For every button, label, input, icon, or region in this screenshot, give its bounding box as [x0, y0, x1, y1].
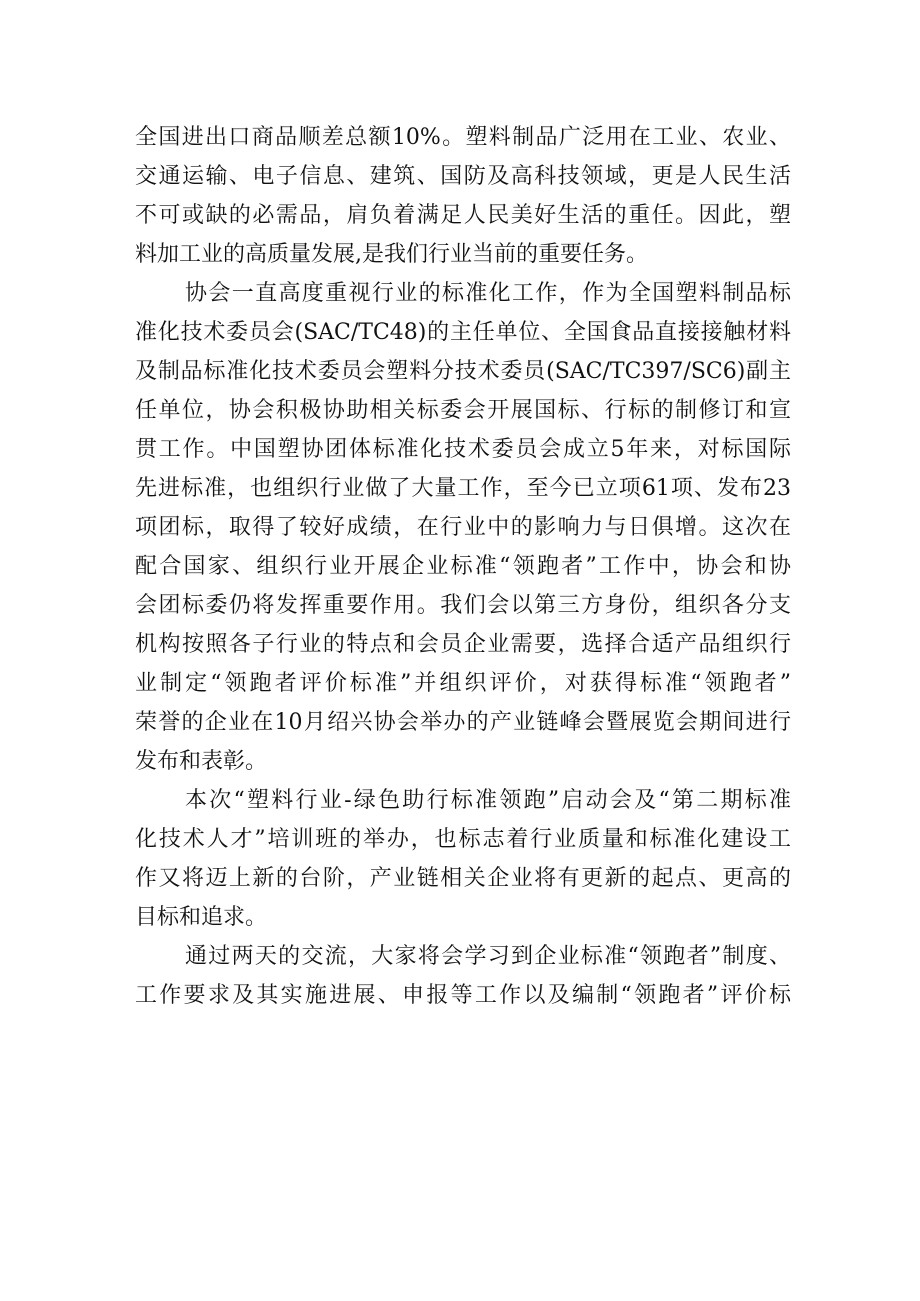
text-line: 不可或缺的必需品，肩负着满足人民美好生活的重任。因此，塑 — [135, 203, 791, 228]
paragraph-4 — [135, 937, 791, 1015]
text-line: 贯工作。中国塑协团体标准化技术委员会成立5年来，对标国际 — [135, 437, 791, 462]
text-line: 工作要求及其实施进展、申报等工作以及编制“领跑者”评价标 — [135, 983, 791, 1008]
paragraph-2 — [135, 274, 791, 781]
text-line: 项团标，取得了较好成绩，在行业中的影响力与日俱增。这次在 — [135, 515, 791, 540]
text-line: 协会一直高度重视行业的标准化工作，作为全国塑料制品标 — [185, 281, 791, 306]
text-line: 准化技术委员会(SAC/TC48)的主任单位、全国食品直接接触材料 — [135, 320, 791, 345]
document-body — [135, 118, 791, 1015]
text-line: 发布和表彰。 — [135, 749, 268, 774]
text-line: 目标和追求。 — [135, 905, 268, 930]
text-line: 化技术人才”培训班的举办，也标志着行业质量和标准化建设工 — [135, 827, 791, 852]
text-line: 及制品标准化技术委员会塑料分技术委员(SAC/TC397/SC6)副主 — [135, 359, 791, 384]
text-line: 交通运输、电子信息、建筑、国防及高科技领域，更是人民生活 — [135, 164, 791, 189]
paragraph-1 — [135, 118, 791, 274]
text-line: 会团标委仍将发挥重要作用。我们会以第三方身份，组织各分支 — [135, 593, 791, 618]
text-line: 本次“塑料行业-绿色助行标准领跑”启动会及“第二期标准 — [185, 788, 791, 813]
text-line: 作又将迈上新的台阶，产业链相关企业将有更新的起点、更高的 — [135, 866, 791, 891]
text-line: 先进标准，也组织行业做了大量工作，至今已立项61项、发布23 — [135, 476, 791, 501]
text-line: 料加工业的高质量发展,是我们行业当前的重要任务。 — [135, 242, 648, 267]
paragraph-3 — [135, 781, 791, 937]
text-line: 荣誉的企业在10月绍兴协会举办的产业链峰会暨展览会期间进行 — [135, 710, 791, 735]
text-line: 任单位，协会积极协助相关标委会开展国标、行标的制修订和宣 — [135, 398, 791, 423]
text-line: 机构按照各子行业的特点和会员企业需要，选择合适产品组织行 — [135, 632, 791, 657]
text-line: 全国进出口商品顺差总额10%。塑料制品广泛用在工业、农业、 — [135, 125, 791, 150]
text-line: 通过两天的交流，大家将会学习到企业标准“领跑者”制度、 — [185, 944, 791, 969]
text-line: 配合国家、组织行业开展企业标准“领跑者”工作中，协会和协 — [135, 554, 791, 579]
text-line: 业制定“领跑者评价标准”并组织评价，对获得标准“领跑者” — [135, 671, 791, 696]
